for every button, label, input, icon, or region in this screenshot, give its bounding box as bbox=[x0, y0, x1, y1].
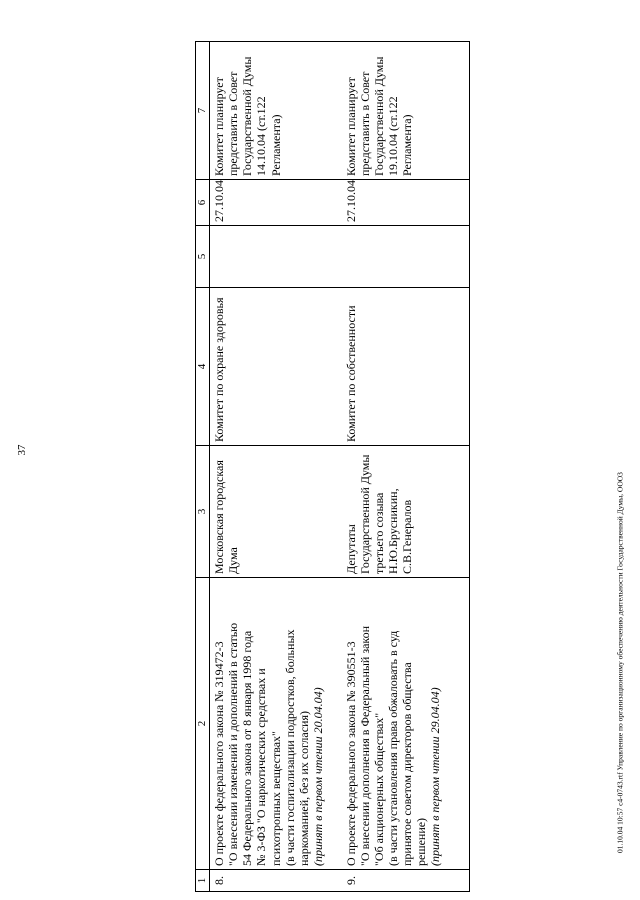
page-number: 37 bbox=[16, 444, 28, 456]
plan-cell: Комитет планирует представить в Совет Государственной Думы 14.10.04 (ст.122 Регламента) bbox=[210, 42, 342, 180]
footer-note: 01.10.04 10:57 c4-0743.rtf Управление по организационному обеспечению деятельности Государственной Думы, ООО3 bbox=[615, 472, 625, 853]
row-number: 8. bbox=[210, 870, 342, 892]
header-col-4: 4 bbox=[196, 288, 210, 446]
header-col-7: 7 bbox=[196, 42, 210, 180]
rotated-table-container bbox=[195, 42, 475, 892]
header-col-6: 6 bbox=[196, 180, 210, 226]
date-cell: 27.10.04 bbox=[342, 180, 470, 226]
bill-title bbox=[210, 578, 342, 870]
bills-table bbox=[195, 41, 470, 892]
header-col-5: 5 bbox=[196, 226, 210, 288]
bill-title-line: наркоманией, без их согласия) bbox=[296, 711, 311, 866]
table-row bbox=[210, 42, 342, 892]
initiator: Депутаты Государственной Думы третьего созыва Н.Ю.Брусникин, С.В.Генералов bbox=[342, 446, 470, 578]
col5-cell bbox=[342, 226, 470, 288]
bill-title-line: "О внесении дополнения в Федеральный закон bbox=[357, 625, 372, 866]
committee: Комитет по охране здоровья bbox=[210, 288, 342, 446]
header-col-1: 1 bbox=[196, 870, 210, 892]
bill-title-line: О проекте федерального закона № 319472-3 bbox=[212, 641, 226, 866]
initiator: Московская городская Дума bbox=[210, 446, 342, 578]
date-cell: 27.10.04 bbox=[210, 180, 342, 226]
bill-title-line: решение) bbox=[414, 817, 429, 866]
header-row bbox=[196, 42, 210, 892]
bill-title-line: О проекте федерального закона № 390551-3 bbox=[343, 641, 358, 866]
bill-title-line: (в части установления права обжаловать в суд bbox=[385, 630, 400, 866]
bill-title-line: "О внесении изменений и дополнений в статью bbox=[226, 622, 241, 866]
committee: Комитет по собственности bbox=[342, 288, 470, 446]
bill-title-line: (в части госпитализации подростков, больных bbox=[282, 629, 297, 866]
reading-note: (принят в первом чтении 29.04.04) bbox=[428, 687, 443, 866]
bill-title bbox=[342, 578, 470, 870]
bill-title-line: 54 Федерального закона от 8 января 1998 года bbox=[240, 630, 255, 866]
bill-title-line: принятое советом директоров общества bbox=[400, 662, 415, 866]
plan-cell: Комитет планирует представить в Совет Государственной Думы 19.10.04 (ст.122 Регламента) bbox=[342, 42, 470, 180]
reading-note: (принят в первом чтении 20.04.04) bbox=[311, 687, 326, 866]
bill-title-line: психотропных веществах" bbox=[268, 731, 283, 866]
header-col-3: 3 bbox=[196, 446, 210, 578]
row-number: 9. bbox=[342, 870, 470, 892]
bill-title-line: № 3-ФЗ "О наркотических средствах и bbox=[254, 668, 269, 866]
bill-title-line: "Об акционерных обществах" bbox=[371, 712, 386, 866]
col5-cell bbox=[210, 226, 342, 288]
table-row bbox=[342, 42, 470, 892]
header-col-2: 2 bbox=[196, 578, 210, 870]
